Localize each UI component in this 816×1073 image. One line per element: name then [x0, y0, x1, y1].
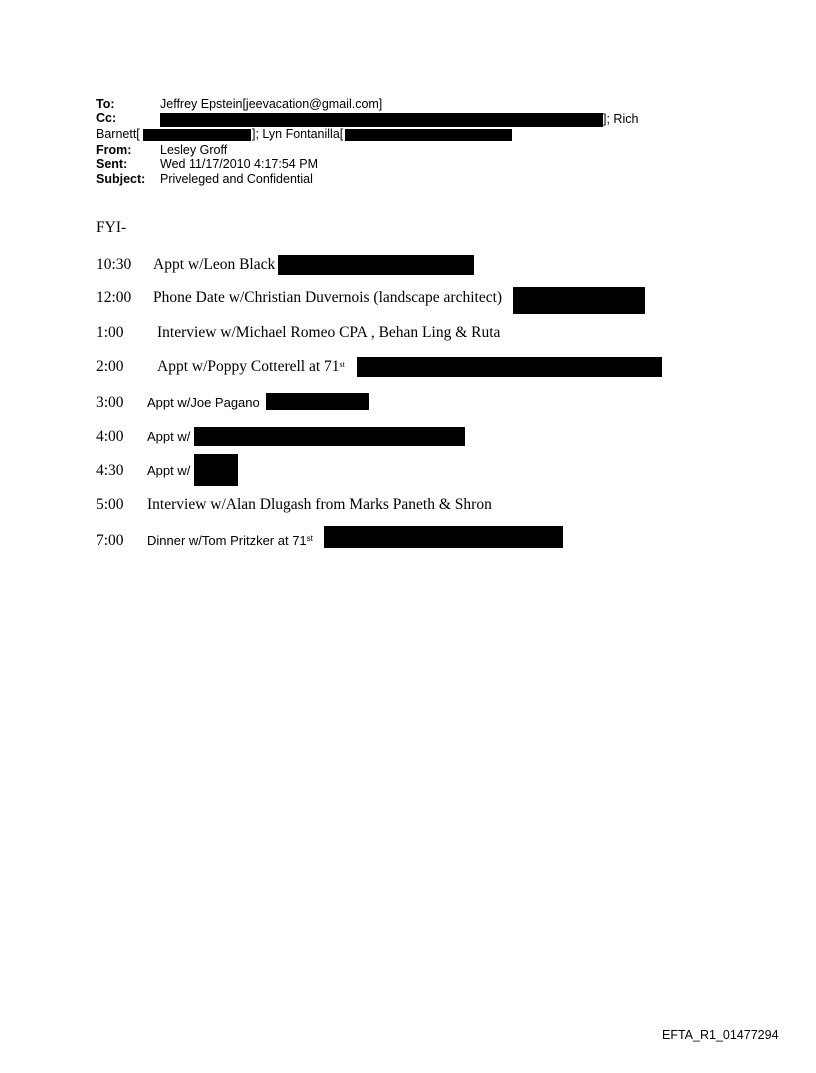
redaction-box	[513, 287, 645, 314]
redaction-box	[324, 526, 563, 548]
redaction-box	[345, 129, 512, 141]
redaction-box	[160, 113, 603, 127]
schedule-time: 2:00	[96, 358, 124, 375]
cc-value-line2-b: ]; Lyn Fontanilla[	[252, 127, 344, 141]
from-value: Lesley Groff	[160, 143, 228, 157]
schedule-time: 10:30	[96, 256, 132, 273]
from-label: From:	[96, 143, 132, 157]
schedule-time: 3:00	[96, 394, 124, 411]
schedule-time: 7:00	[96, 532, 124, 549]
redaction-box	[357, 357, 662, 377]
ordinal-suffix: st	[306, 534, 313, 543]
subject-value: Priveleged and Confidential	[160, 172, 313, 186]
schedule-item-with-sup	[157, 357, 345, 376]
subject-label: Subject:	[96, 172, 146, 186]
schedule-time: 1:00	[96, 324, 124, 341]
document-id: EFTA_R1_01477294	[662, 1028, 779, 1042]
schedule-text: Interview w/Michael Romeo CPA , Behan Ling & Ruta	[157, 324, 501, 341]
schedule-text: Appt w/Leon Black	[153, 256, 276, 273]
greeting: FYI-	[96, 219, 127, 236]
cc-label: Cc:	[96, 111, 117, 125]
redaction-box	[143, 129, 251, 141]
schedule-time: 4:00	[96, 428, 124, 445]
cc-value-end: ]; Rich	[603, 112, 639, 126]
redaction-box	[194, 427, 465, 446]
schedule-text: Appt w/Joe Pagano	[147, 395, 260, 410]
ordinal-suffix: st	[339, 360, 345, 369]
schedule-text: Interview w/Alan Dlugash from Marks Paneth & Shron	[147, 496, 492, 513]
cc-value-line2-a: Barnett[	[96, 127, 140, 141]
schedule-item-with-sup	[147, 531, 313, 550]
to-value: Jeffrey Epstein[jeevacation@gmail.com]	[160, 97, 383, 111]
redaction-box	[194, 454, 238, 486]
schedule-text: Appt w/	[147, 463, 191, 478]
schedule-text: Phone Date w/Christian Duvernois (landscape architect)	[153, 289, 503, 306]
schedule-text: Appt w/	[147, 429, 191, 444]
schedule-time: 12:00	[96, 289, 132, 306]
to-label: To:	[96, 97, 115, 111]
redaction-box	[266, 393, 369, 410]
schedule-text: Dinner w/Tom Pritzker at 71	[147, 533, 307, 548]
sent-label: Sent:	[96, 157, 128, 171]
sent-value: Wed 11/17/2010 4:17:54 PM	[160, 157, 318, 171]
schedule-time: 5:00	[96, 496, 124, 513]
schedule-text: Appt w/Poppy Cotterell at 71	[157, 358, 340, 375]
redaction-box	[278, 255, 474, 275]
schedule-time: 4:30	[96, 462, 124, 479]
